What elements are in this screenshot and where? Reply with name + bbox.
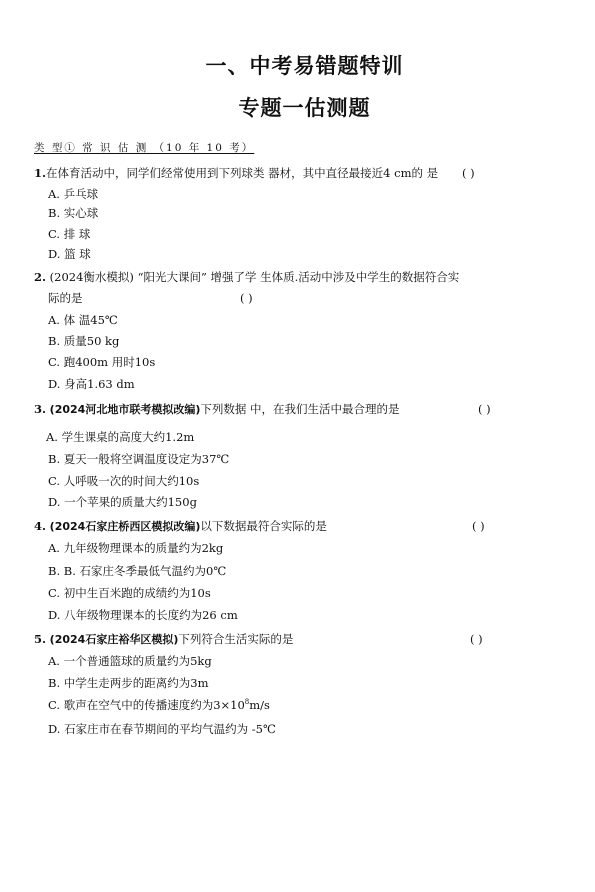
page-title: 一、中考易错题特训 xyxy=(205,54,404,78)
section-tag: 类 型① 常 识 估 测 （10 年 10 考） xyxy=(34,142,255,154)
option-c-text: C. 歌声在空气中的传播速度约为3×10 xyxy=(48,698,245,712)
question-2-stem-cont: 际的是 xyxy=(48,291,83,305)
question-number: 1. xyxy=(34,166,47,180)
question-3-stem xyxy=(34,402,400,417)
option-c: C. 初中生百米跑的成绩约为10s xyxy=(48,586,211,600)
answer-bracket: ( ) xyxy=(478,402,491,416)
option-b: B. 实心球 xyxy=(48,206,99,220)
question-2-stem xyxy=(34,270,459,284)
option-c xyxy=(48,698,270,712)
answer-bracket: ( ) xyxy=(470,632,483,646)
question-text: (2024衡水模拟) “阳光大课间” 增强了学 生体质.活动中涉及中学生的数据符合实 xyxy=(49,270,460,284)
question-source: (2024石家庄桥西区模拟改编) xyxy=(49,520,201,533)
option-a: A. 体 温45℃ xyxy=(48,313,118,327)
option-c: C. 人呼吸一次的时间大约10s xyxy=(48,474,200,488)
option-d: D. 一个苹果的质量大约150g xyxy=(48,495,197,509)
answer-bracket: ( ) xyxy=(240,291,253,305)
option-a: A. 乒乓球 xyxy=(48,187,99,201)
option-c-unit: m/s xyxy=(249,698,270,712)
question-number: 4. xyxy=(34,519,47,533)
option-b: B. 夏天一般将空调温度设定为37℃ xyxy=(48,452,230,466)
question-source: (2024河北地市联考模拟改编) xyxy=(49,403,201,416)
answer-bracket: ( ) xyxy=(462,166,475,180)
option-c: C. 排 球 xyxy=(48,227,91,241)
option-b: B. 质量50 kg xyxy=(48,334,120,348)
option-b: B. B. 石家庄冬季最低气温约为0℃ xyxy=(48,564,227,578)
question-text: 下列符合生活实际的是 xyxy=(178,632,294,646)
question-text: 在体育活动中，同学们经常使用到下列球类 器材，其中直径最接近4 cm的 是 xyxy=(46,166,439,180)
option-c: C. 跑400m 用时10s xyxy=(48,355,156,369)
question-text: 以下数据最符合实际的是 xyxy=(200,519,327,533)
option-d: D. 石家庄市在春节期间的平均气温约为 -5℃ xyxy=(48,722,276,736)
exponent: 8 xyxy=(244,698,250,707)
question-4-stem xyxy=(34,519,327,534)
question-text: 下列数据 中，在我们生活中最合理的是 xyxy=(200,402,400,416)
question-number: 5. xyxy=(34,632,47,646)
page-subtitle: 专题一估测题 xyxy=(238,96,371,120)
question-number: 2. xyxy=(34,270,47,284)
option-d: D. 篮 球 xyxy=(48,247,91,261)
question-number: 3. xyxy=(34,402,47,416)
question-5-stem xyxy=(34,632,293,647)
option-b: B. 中学生走两步的距离约为3m xyxy=(48,676,209,690)
answer-bracket: ( ) xyxy=(472,519,485,533)
question-1-stem xyxy=(34,166,438,180)
option-a: A. 一个普通篮球的质量约为5kg xyxy=(48,654,212,668)
question-source: (2024石家庄裕华区模拟) xyxy=(49,633,179,646)
option-d: D. 身高1.63 dm xyxy=(48,377,135,391)
option-d: D. 八年级物理课本的长度约为26 cm xyxy=(48,608,238,622)
option-a: A. 九年级物理课本的质量约为2kg xyxy=(48,541,224,555)
option-a: A. 学生课桌的高度大约1.2m xyxy=(46,430,195,444)
